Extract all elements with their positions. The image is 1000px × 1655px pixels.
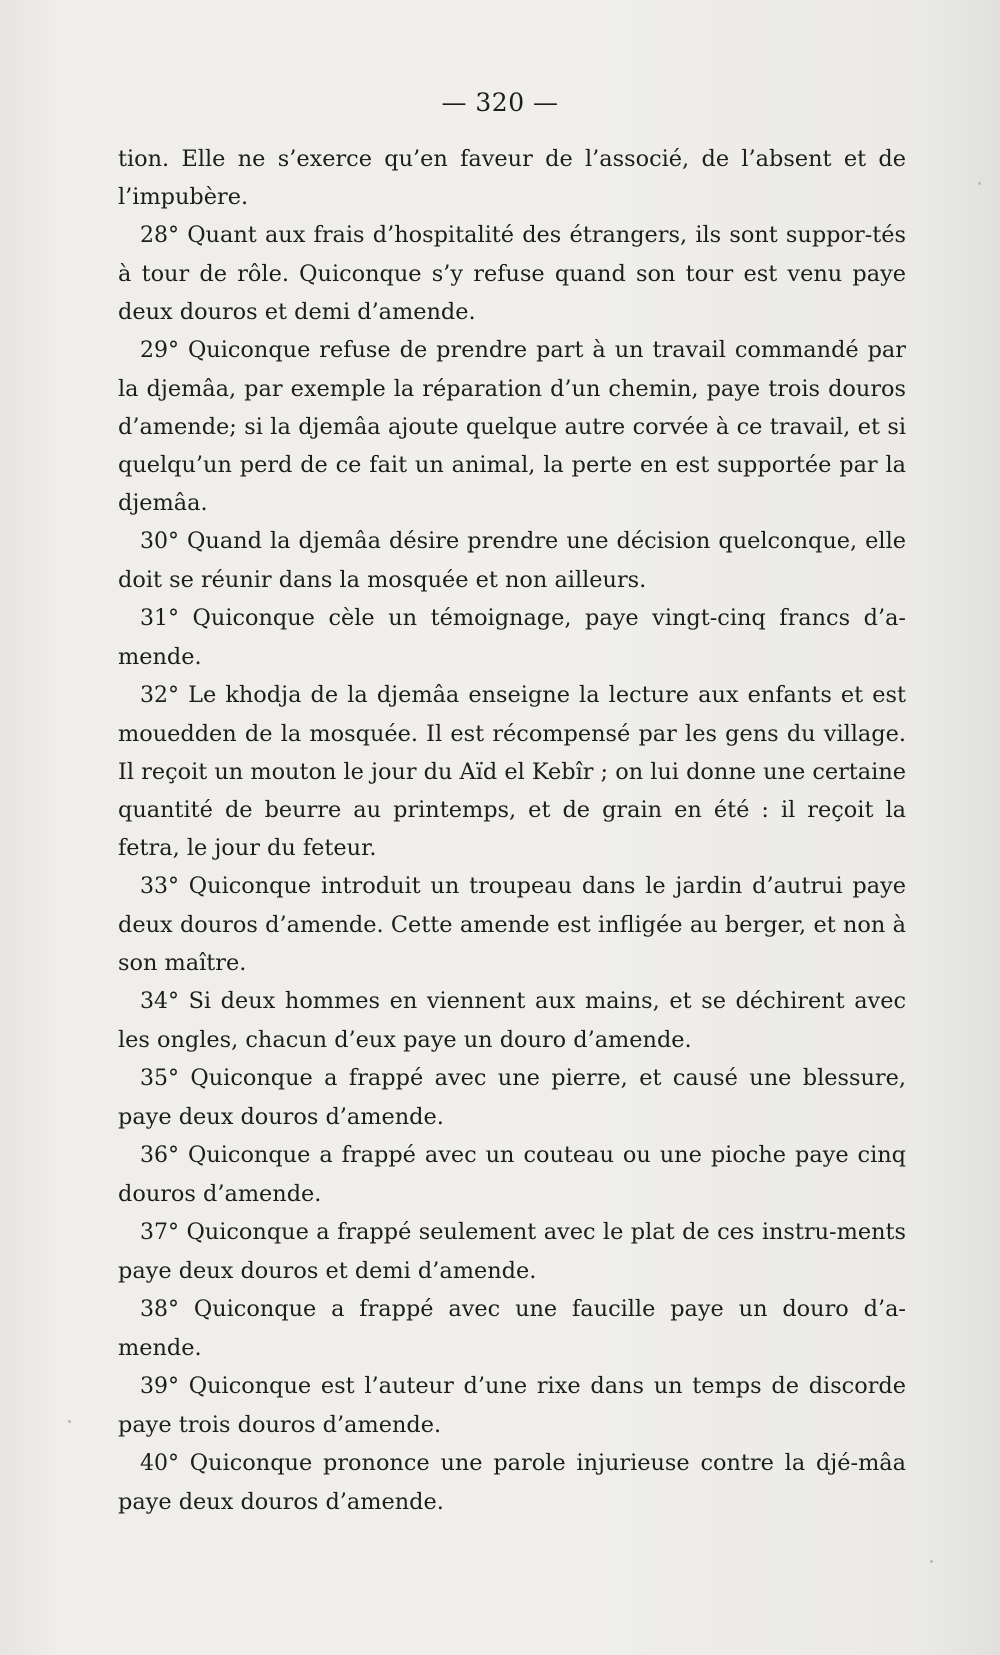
article-number: 39° (140, 1374, 179, 1399)
paper-speck (68, 1420, 71, 1423)
paragraph-continuation (118, 140, 906, 216)
paragraph-text: Le khodja de la djemâa enseigne la lecture aux enfants et est mouedden de la mosquée. Il est récompensé par les gens du village. Il reçoit un mouton le jour du Aïd el Kebîr ; on lui donne une certaine quantité de beurre au printemps, et de grain en été : il reçoit la fetra, le jour du feteur. (118, 682, 906, 861)
article-number: 40° (140, 1451, 179, 1476)
article-30 (118, 522, 906, 599)
article-number: 31° (140, 606, 179, 631)
paragraph-text: Quiconque a frappé seulement avec le plat de ces instru-ments paye deux douros et demi d’amende. (118, 1219, 906, 1284)
article-29 (118, 331, 906, 522)
article-35 (118, 1059, 906, 1136)
paper-speck (930, 1560, 933, 1563)
article-32 (118, 676, 906, 867)
article-number: 37° (140, 1220, 179, 1245)
article-40 (118, 1444, 906, 1521)
article-31 (118, 599, 906, 676)
article-36 (118, 1136, 906, 1213)
paragraph-text: Quant aux frais d’hospitalité des étrangers, ils sont suppor-tés à tour de rôle. Quiconque s’y refuse quand son tour est venu paye deux douros et demi d’amende. (118, 222, 906, 325)
paragraph-text: Quiconque introduit un troupeau dans le jardin d’autrui paye deux douros d’amende. Cette amende est infligée au berger, et non à son maître. (118, 873, 906, 976)
paragraph-text: Quiconque a frappé avec un couteau ou une pioche paye cinq douros d’amende. (118, 1142, 906, 1207)
paragraph-text: Quiconque refuse de prendre part à un travail commandé par la djemâa, par exemple la réparation d’un chemin, paye trois douros d’amende; si la djemâa ajoute quelque autre corvée à ce travail, et si quelqu’un perd de ce fait un animal, la perte en est supportée par la djemâa. (118, 337, 906, 516)
page-number: — 320 — (441, 88, 559, 117)
article-33 (118, 867, 906, 982)
article-number: 38° (140, 1297, 179, 1322)
article-number: 28° (140, 223, 179, 248)
article-number: 35° (140, 1066, 179, 1091)
paragraph-text: Quiconque prononce une parole injurieuse contre la djé-mâa paye deux douros d’amende. (118, 1450, 906, 1515)
article-number: 30° (140, 529, 179, 554)
paper-speck (978, 182, 981, 185)
article-number: 36° (140, 1143, 179, 1168)
body-text (118, 140, 906, 1521)
paragraph-text: Quiconque cèle un témoignage, paye vingt-cinq francs d’a-mende. (118, 605, 906, 670)
article-number: 29° (140, 338, 179, 363)
paragraph-text: Si deux hommes en viennent aux mains, et se déchirent avec les ongles, chacun d’eux paye un douro d’amende. (118, 988, 906, 1053)
article-34 (118, 982, 906, 1059)
paragraph-text: tion. Elle ne s’exerce qu’en faveur de l’associé, de l’absent et de l’impubère. (118, 146, 906, 210)
article-number: 32° (140, 683, 179, 708)
article-number: 34° (140, 989, 179, 1014)
article-37 (118, 1213, 906, 1290)
article-38 (118, 1290, 906, 1367)
paragraph-text: Quiconque a frappé avec une pierre, et causé une blessure, paye deux douros d’amende. (118, 1065, 906, 1130)
article-number: 33° (140, 874, 179, 899)
paragraph-text: Quiconque est l’auteur d’une rixe dans un temps de discorde paye trois douros d’amende. (118, 1373, 906, 1438)
paragraph-text: Quand la djemâa désire prendre une décision quelconque, elle doit se réunir dans la mosquée et non ailleurs. (118, 528, 906, 593)
article-39 (118, 1367, 906, 1444)
paragraph-text: Quiconque a frappé avec une faucille paye un douro d’a-mende. (118, 1296, 906, 1361)
article-28 (118, 216, 906, 331)
